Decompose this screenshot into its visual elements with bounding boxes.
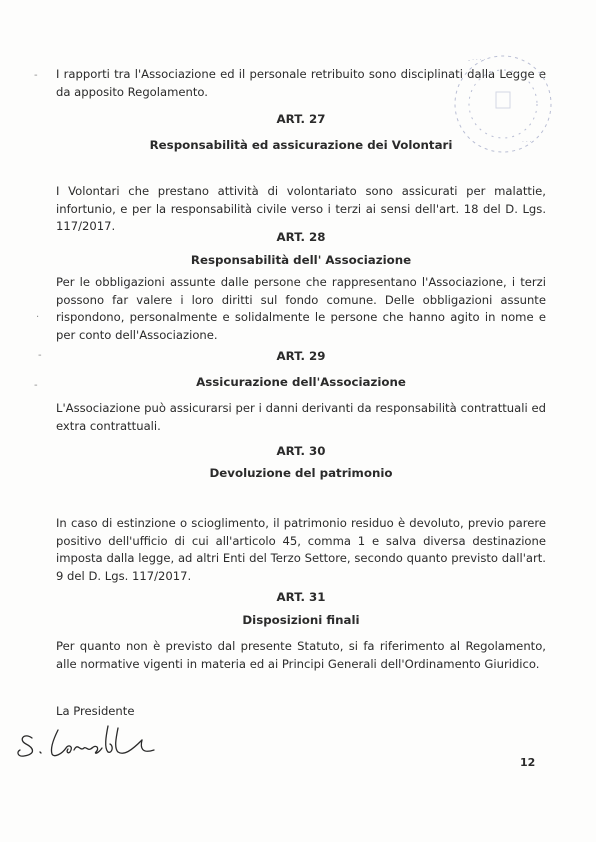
art-30-text: In caso di estinzione o scioglimento, il patrimonio residuo è devoluto, previo parere positivo dell'ufficio di cui all'articolo 45, comma 1 e salva diversa destinazione imposta dalla legge, ad altri Enti del Terzo Settore, secondo quanto previsto dall'art. 9 del D. Lgs. 117/2017. — [56, 516, 546, 583]
svg-text:- · · · ·: - · · · · — [468, 57, 486, 64]
art-31-number: ART. 31 — [276, 590, 326, 604]
art-27-text: I Volontari che prestano attività di volontariato sono assicurati per malattie, infortunio, e per la responsabilità civile verso i terzi ai sensi dell'art. 18 del D. Lgs. 117/2017. — [56, 184, 546, 233]
art-27-title: Responsabilità ed assicurazione dei Volontari — [149, 138, 453, 152]
handwritten-signature — [14, 718, 164, 762]
art-31-title: Disposizioni finali — [242, 613, 360, 627]
margin-mark: · — [36, 312, 40, 323]
art-30-title: Devoluzione del patrimonio — [209, 466, 393, 480]
margin-mark: - — [34, 380, 38, 391]
signature-label: La Presidente — [56, 704, 135, 718]
svg-text:· · ·: · · · — [522, 139, 532, 146]
art-29-number: ART. 29 — [276, 349, 326, 363]
art-28-number: ART. 28 — [276, 230, 326, 244]
official-stamp — [438, 42, 568, 172]
margin-mark: - — [38, 350, 42, 361]
art-31-text: Per quanto non è previsto dal presente Statuto, si fa riferimento al Regolamento, alle normative vigenti in materia ed ai Principi Generali dell'Ordinamento Giuridico. — [56, 639, 546, 671]
art-29-text: L'Associazione può assicurarsi per i danni derivanti da responsabilità contrattuali ed extra contrattuali. — [56, 401, 546, 433]
art-29-title: Assicurazione dell'Associazione — [196, 375, 406, 389]
art-28-text: Per le obbligazioni assunte dalle persone che rappresentano l'Associazione, i terzi possono far valere i loro diritti sul fondo comune. Delle obbligazioni assunte rispondono, personalmente e solidalmente le persone che hanno agito in nome e per conto dell'Associazione. — [56, 275, 546, 342]
margin-mark: - — [34, 70, 38, 81]
art-30-number: ART. 30 — [276, 444, 326, 458]
art-28-title: Responsabilità dell' Associazione — [190, 253, 412, 267]
intro-paragraph: I rapporti tra l'Associazione ed il personale retribuito sono disciplinati dalla Legge e da apposito Regolamento. — [56, 67, 546, 99]
art-27-number: ART. 27 — [276, 112, 326, 126]
page-number: 12 — [520, 756, 536, 769]
